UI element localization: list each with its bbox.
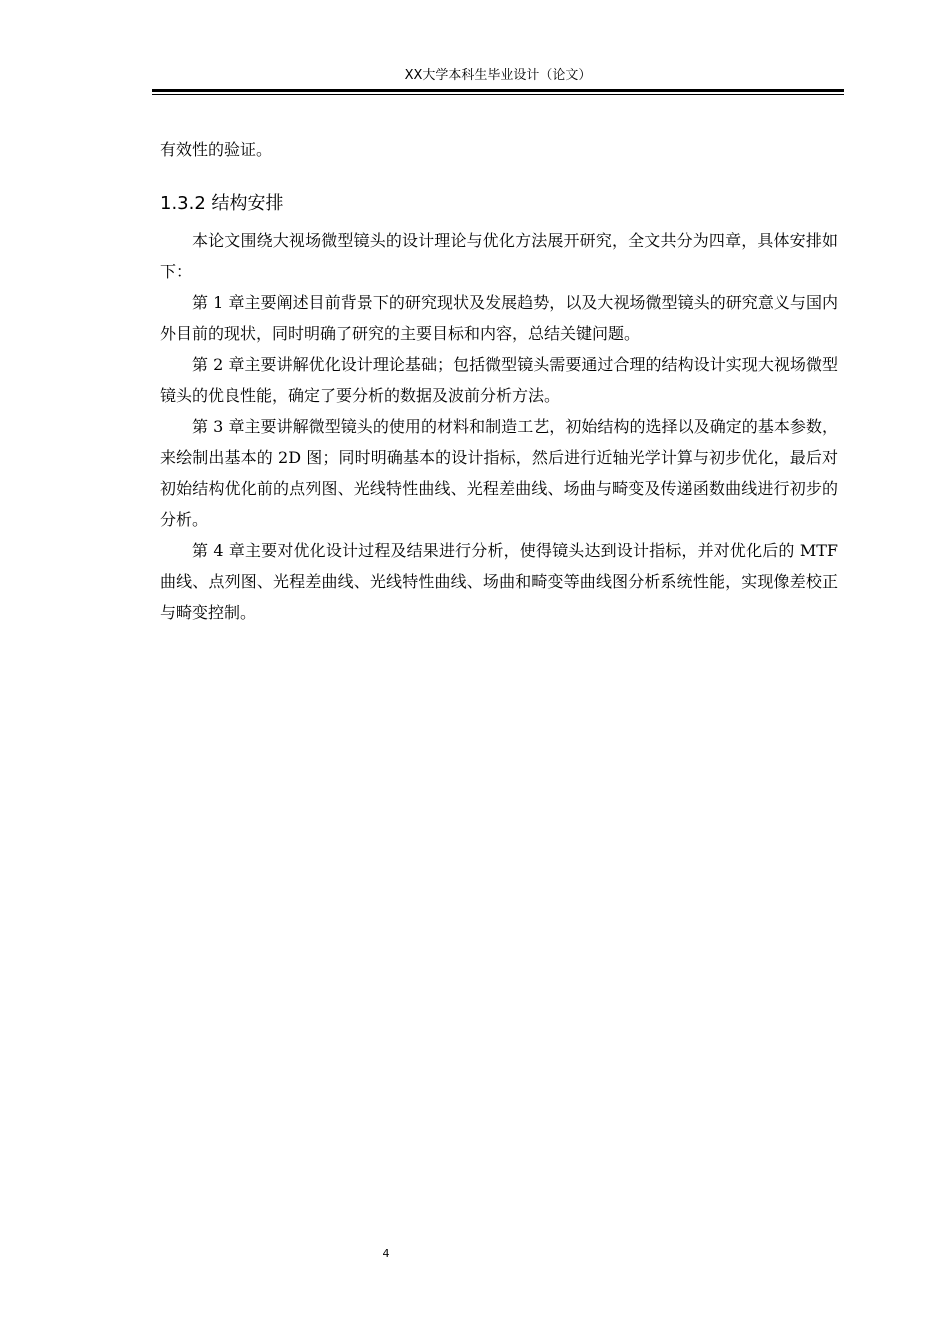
paragraph-chapter-1: 第 1 章主要阐述目前背景下的研究现状及发展趋势，以及大视场微型镜头的研究意义与国内外目前的现状，同时明确了研究的主要目标和内容，总结关键问题。 bbox=[160, 293, 838, 343]
header-rule-thick bbox=[152, 89, 844, 92]
paragraph-chapter-4: 第 4 章主要对优化设计过程及结果进行分析，使得镜头达到设计指标，并对优化后的 MTF 曲线、点列图、光程差曲线、光线特性曲线、场曲和畸变等曲线图分析系统性能，实现像差校正与畸变控制。 bbox=[160, 541, 838, 622]
paragraph-chapter-2: 第 2 章主要讲解优化设计理论基础；包括微型镜头需要通过合理的结构设计实现大视场微型镜头的优良性能，确定了要分析的数据及波前分析方法。 bbox=[160, 355, 838, 405]
page-number: 4 bbox=[382, 1247, 390, 1260]
page-body bbox=[160, 134, 838, 628]
paragraph-intro: 本论文围绕大视场微型镜头的设计理论与优化方法展开研究，全文共分为四章，具体安排如下： bbox=[160, 231, 838, 281]
continuation-paragraph: 有效性的验证。 bbox=[160, 140, 273, 159]
section-heading: 1.3.2 结构安排 bbox=[160, 193, 284, 214]
header-rule-thin bbox=[152, 94, 844, 95]
paragraph-chapter-3: 第 3 章主要讲解微型镜头的使用的材料和制造工艺，初始结构的选择以及确定的基本参数，来绘制出基本的 2D 图；同时明确基本的设计指标，然后进行近轴光学计算与初步优化，最后对初始结构优化前的点列图、光线特性曲线、光程差曲线、场曲与畸变及传递函数曲线进行初步的分析。 bbox=[160, 417, 838, 529]
page-header-title: XX大学本科生毕业设计（论文） bbox=[404, 68, 592, 83]
